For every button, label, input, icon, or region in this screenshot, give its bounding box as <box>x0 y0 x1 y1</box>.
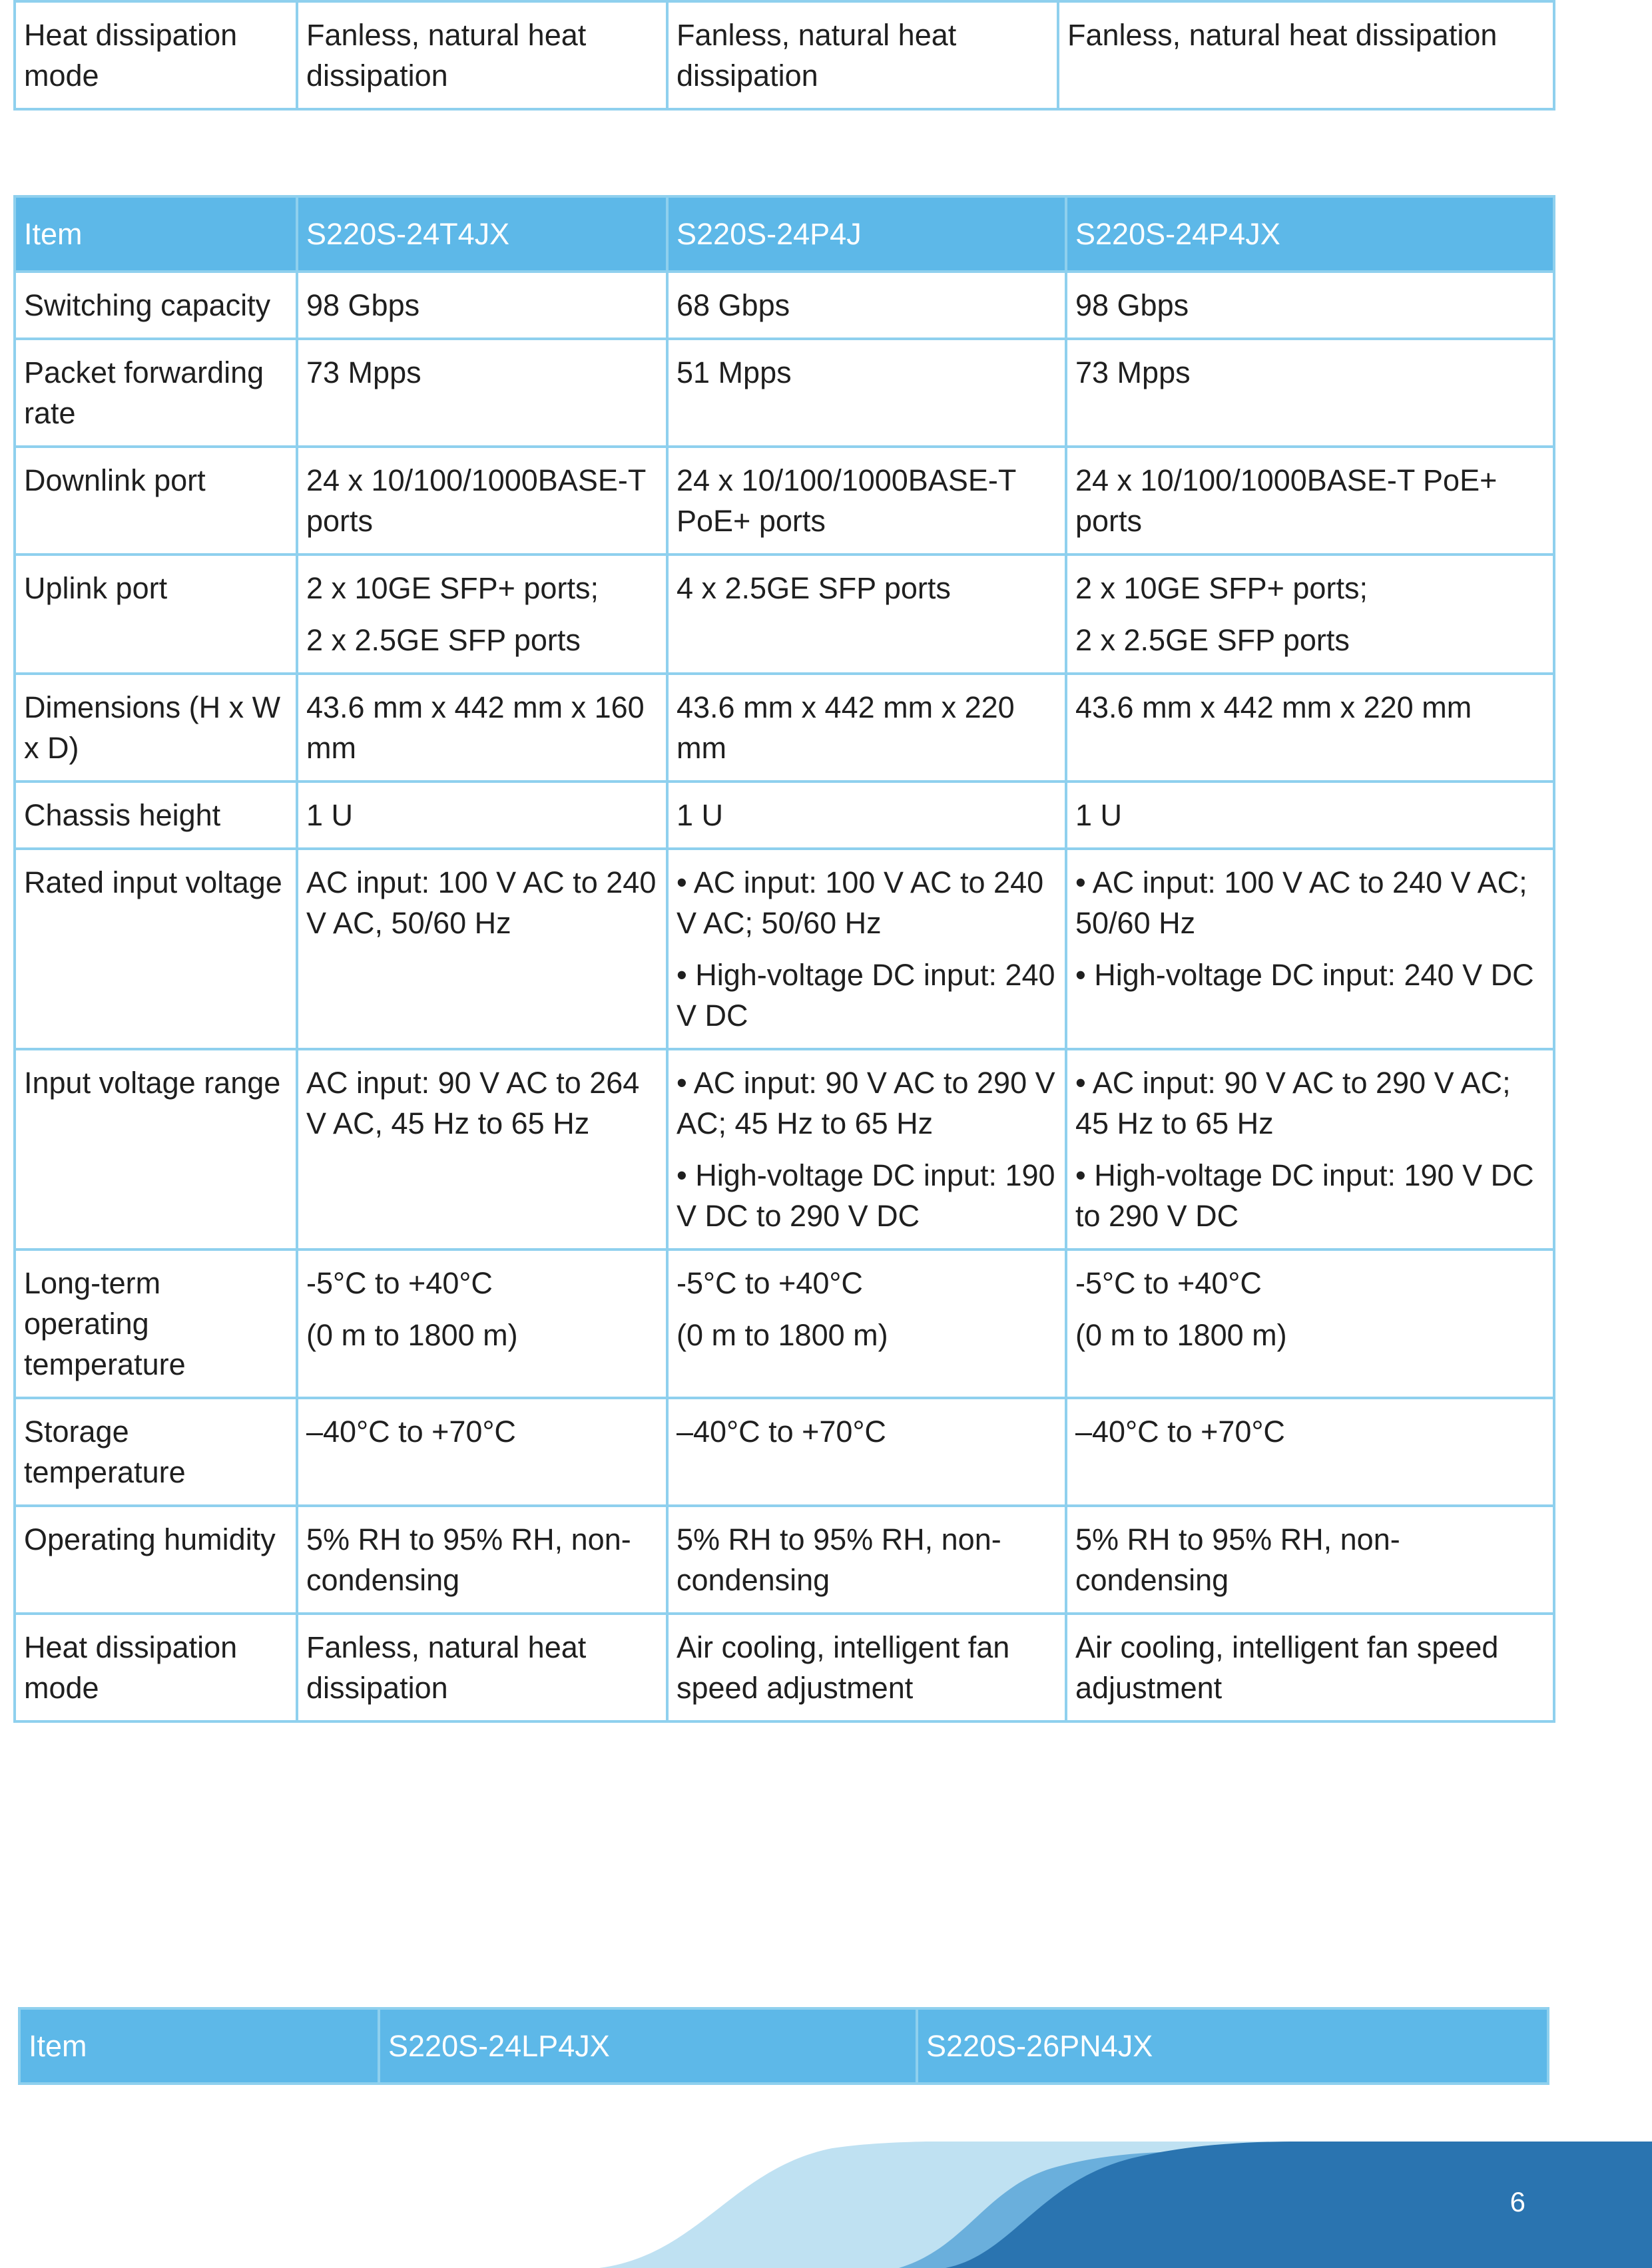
cell-text: 5% RH to 95% RH, non-condensing <box>677 1522 1001 1597</box>
row-label: Long-term operating temperature <box>15 1249 297 1398</box>
table-row <box>15 674 1554 782</box>
cell-text: 68 Gbps <box>677 288 790 322</box>
table-cell <box>1066 447 1554 555</box>
table-row <box>15 272 1554 339</box>
cell-text: 1 U <box>306 798 354 832</box>
table-cell <box>667 555 1066 674</box>
cell-text: 73 Mpps <box>306 355 421 389</box>
cell-text: 24 x 10/100/1000BASE-T PoE+ ports <box>1075 463 1498 538</box>
table-cell <box>297 1506 667 1614</box>
cell-text: (0 m to 1800 m) <box>306 1318 518 1352</box>
cell-text: 98 Gbps <box>306 288 420 322</box>
cell-text: 24 x 10/100/1000BASE-T ports <box>306 463 646 538</box>
row-label: Downlink port <box>15 447 297 555</box>
table-header-row <box>15 196 1554 272</box>
cell-text: (0 m to 1800 m) <box>677 1318 888 1352</box>
cell-text: –40°C to +70°C <box>1075 1415 1285 1449</box>
cell-text: -5°C to +40°C <box>677 1266 863 1300</box>
cell-text: 4 x 2.5GE SFP ports <box>677 571 951 605</box>
row-label: Switching capacity <box>15 272 297 339</box>
row-label: Dimensions (H x W x D) <box>15 674 297 782</box>
table-row <box>15 339 1554 447</box>
table-row <box>15 849 1554 1049</box>
table-row <box>15 1249 1554 1398</box>
cell-text: (0 m to 1800 m) <box>1075 1318 1287 1352</box>
cell-text: –40°C to +70°C <box>677 1415 886 1449</box>
cell-text: 2 x 10GE SFP+ ports; <box>306 571 599 605</box>
cell-text: Air cooling, intelligent fan speed adjustment <box>677 1630 1010 1705</box>
cell-text: • AC input: 90 V AC to 290 V AC; 45 Hz to 65 Hz <box>677 1066 1055 1140</box>
table-cell <box>297 339 667 447</box>
row-label: Operating humidity <box>15 1506 297 1614</box>
cell-text: AC input: 100 V AC to 240 V AC, 50/60 Hz <box>306 865 657 940</box>
table-cell <box>297 782 667 849</box>
table-cell <box>297 674 667 782</box>
table-cell <box>297 1049 667 1249</box>
cell-text: • AC input: 100 V AC to 240 V AC; 50/60 Hz <box>1075 865 1527 940</box>
table-cell <box>297 1398 667 1506</box>
table-row <box>15 1 1554 109</box>
table-cell <box>1066 1049 1554 1249</box>
cell-text: –40°C to +70°C <box>306 1415 516 1449</box>
table-cell <box>1066 849 1554 1049</box>
spec-table-main <box>13 195 1555 1723</box>
table-row <box>15 447 1554 555</box>
table-cell <box>297 1249 667 1398</box>
cell-text: 43.6 mm x 442 mm x 160 mm <box>306 690 645 765</box>
footer-wave-decoration <box>0 2142 1652 2268</box>
table-cell <box>667 849 1066 1049</box>
cell-text: 43.6 mm x 442 mm x 220 mm <box>1075 690 1472 724</box>
header-model-2: S220S-24P4J <box>667 196 1066 272</box>
row-label: Heat dissipation mode <box>15 1 297 109</box>
row-label: Input voltage range <box>15 1049 297 1249</box>
table-cell <box>1066 339 1554 447</box>
header-model-1: S220S-24T4JX <box>297 196 667 272</box>
cell-text: 43.6 mm x 442 mm x 220 mm <box>677 690 1015 765</box>
table-cell <box>667 1249 1066 1398</box>
table-cell <box>297 1 667 109</box>
row-label: Chassis height <box>15 782 297 849</box>
table-cell <box>297 849 667 1049</box>
table-cell <box>667 1398 1066 1506</box>
cell-text: Fanless, natural heat dissipation <box>306 1630 587 1705</box>
row-label: Rated input voltage <box>15 849 297 1049</box>
cell-text: Fanless, natural heat dissipation <box>677 18 957 93</box>
table-cell <box>297 1614 667 1721</box>
table-cell <box>667 1 1058 109</box>
cell-text: -5°C to +40°C <box>306 1266 493 1300</box>
table-cell <box>1066 674 1554 782</box>
table-row <box>15 555 1554 674</box>
table-cell <box>1066 1249 1554 1398</box>
cell-text: 5% RH to 95% RH, non-condensing <box>1075 1522 1400 1597</box>
cell-text: 73 Mpps <box>1075 355 1191 389</box>
cell-text: Air cooling, intelligent fan speed adjustment <box>1075 1630 1499 1705</box>
table-cell <box>667 272 1066 339</box>
table-cell <box>1066 272 1554 339</box>
table-header-row <box>19 2008 1548 2084</box>
page-number: 6 <box>1510 2186 1525 2217</box>
cell-text: AC input: 90 V AC to 264 V AC, 45 Hz to 65 Hz <box>306 1066 640 1140</box>
cell-text: 2 x 10GE SFP+ ports; <box>1075 571 1368 605</box>
cell-text: 1 U <box>1075 798 1123 832</box>
cell-text: • AC input: 90 V AC to 290 V AC; 45 Hz to 65 Hz <box>1075 1066 1511 1140</box>
cell-text: Fanless, natural heat dissipation <box>1067 18 1498 52</box>
table-cell <box>1066 1398 1554 1506</box>
header-model-2: S220S-26PN4JX <box>917 2008 1548 2084</box>
cell-text: 2 x 2.5GE SFP ports <box>1075 623 1350 657</box>
cell-text: 24 x 10/100/1000BASE-T PoE+ ports <box>677 463 1016 538</box>
row-label: Heat dissipation mode <box>15 1614 297 1721</box>
table-cell <box>667 339 1066 447</box>
table-row <box>15 1398 1554 1506</box>
cell-text: -5°C to +40°C <box>1075 1266 1262 1300</box>
table-cell <box>667 1506 1066 1614</box>
cell-text: 1 U <box>677 798 724 832</box>
row-label: Storage temperature <box>15 1398 297 1506</box>
table-cell <box>297 555 667 674</box>
spec-table-top <box>13 0 1555 111</box>
table-row <box>15 1506 1554 1614</box>
table-cell <box>297 272 667 339</box>
cell-text: • High-voltage DC input: 240 V DC <box>1075 958 1534 992</box>
table-cell <box>1066 1614 1554 1721</box>
cell-text: • AC input: 100 V AC to 240 V AC; 50/60 Hz <box>677 865 1044 940</box>
cell-text: 5% RH to 95% RH, non-condensing <box>306 1522 631 1597</box>
cell-text: Fanless, natural heat dissipation <box>306 18 587 93</box>
header-model-3: S220S-24P4JX <box>1066 196 1554 272</box>
cell-text: 51 Mpps <box>677 355 792 389</box>
table-cell <box>667 447 1066 555</box>
table-row <box>15 1614 1554 1721</box>
cell-text: 2 x 2.5GE SFP ports <box>306 623 581 657</box>
table-cell <box>667 1049 1066 1249</box>
table-cell <box>1066 555 1554 674</box>
row-label: Uplink port <box>15 555 297 674</box>
cell-text: • High-voltage DC input: 240 V DC <box>677 958 1055 1032</box>
table-row <box>15 782 1554 849</box>
spec-table-bottom <box>18 2007 1549 2085</box>
table-cell <box>1058 1 1554 109</box>
header-item: Item <box>15 196 297 272</box>
table-cell <box>667 1614 1066 1721</box>
header-item: Item <box>19 2008 379 2084</box>
table-cell <box>1066 1506 1554 1614</box>
table-cell <box>1066 782 1554 849</box>
table-row <box>15 1049 1554 1249</box>
table-cell <box>297 447 667 555</box>
table-cell <box>667 782 1066 849</box>
row-label: Packet forwarding rate <box>15 339 297 447</box>
cell-text: • High-voltage DC input: 190 V DC to 290 V DC <box>677 1158 1055 1233</box>
cell-text: • High-voltage DC input: 190 V DC to 290 V DC <box>1075 1158 1534 1233</box>
cell-text: 98 Gbps <box>1075 288 1189 322</box>
header-model-1: S220S-24LP4JX <box>379 2008 917 2084</box>
table-cell <box>667 674 1066 782</box>
